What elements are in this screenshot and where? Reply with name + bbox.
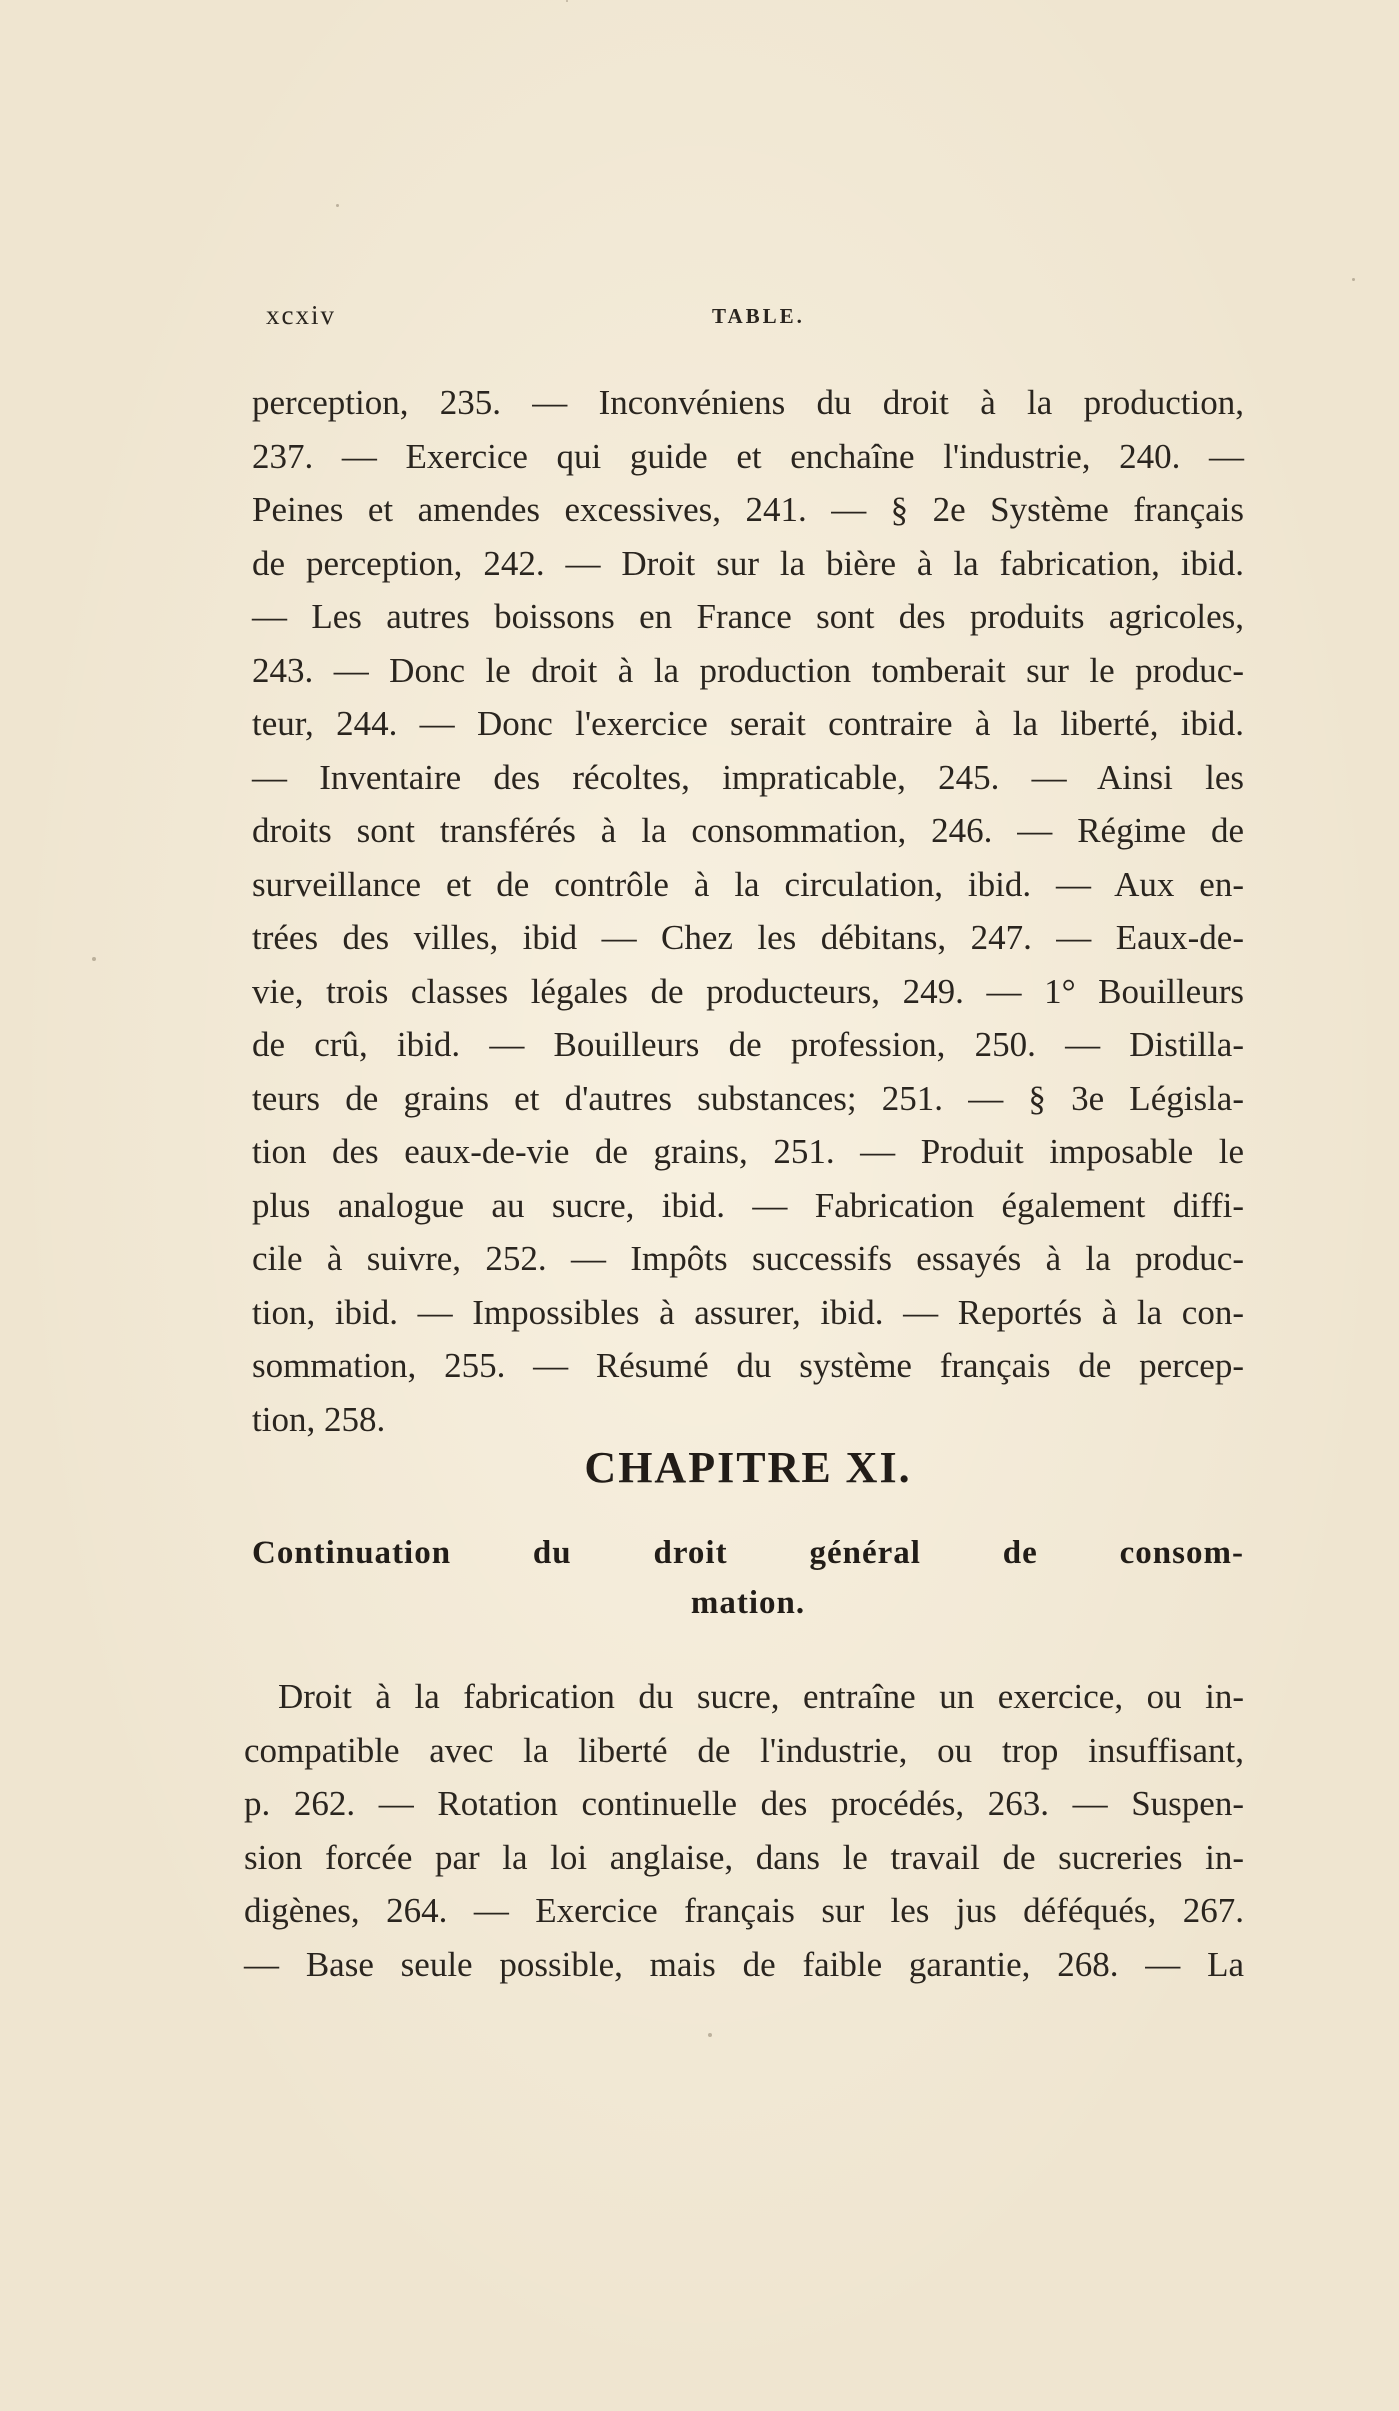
text-line: de crû, ibid. — Bouilleurs de profession, 250. — Distilla- [252, 1025, 1244, 1064]
chapter-subtitle-line: Continuation du droit général de consom- [252, 1535, 1244, 1571]
paper-speck [566, 0, 568, 2]
text-line: plus analogue au sucre, ibid. — Fabrication également diffi- [252, 1185, 1244, 1225]
paper-speck [336, 204, 339, 207]
text-line: droits sont transférés à la consommation, 246. — Régime de [252, 811, 1244, 850]
text-line: trées des villes, ibid — Chez les débitans, 247. — Eaux-de- [252, 918, 1244, 957]
text-line: Droit à la fabrication du sucre, entraîne un exercice, ou in- [278, 1677, 1244, 1716]
text-line: digènes, 264. — Exercice français sur les jus déféqués, 267. [244, 1891, 1244, 1930]
chapter-subtitle-line: mation. [690, 1585, 806, 1621]
text-line: compatible avec la liberté de l'industrie, ou trop insuffisant, [244, 1730, 1244, 1770]
text-line: surveillance et de contrôle à la circulation, ibid. — Aux en- [252, 864, 1244, 904]
paper-speck [92, 957, 96, 961]
text-line: — Inventaire des récoltes, impraticable, 245. — Ainsi les [252, 757, 1244, 797]
text-line: — Base seule possible, mais de faible garantie, 268. — La [244, 1944, 1244, 1984]
text-line: perception, 235. — Inconvéniens du droit à la production, [252, 383, 1244, 422]
running-head: TABLE. [712, 304, 805, 328]
text-line: — Les autres boissons en France sont des produits agricoles, [252, 597, 1244, 636]
page-number: xcxiv [266, 300, 336, 330]
text-line: sion forcée par la loi anglaise, dans le travail de sucreries in- [244, 1837, 1244, 1877]
paper-speck [708, 2033, 712, 2037]
text-line: vie, trois classes légales de producteurs, 249. — 1° Bouilleurs [252, 971, 1244, 1011]
text-line: 243. — Donc le droit à la production tomberait sur le produc- [252, 650, 1244, 690]
page-header [266, 300, 1246, 340]
paper-speck [1352, 278, 1355, 281]
text-line: p. 262. — Rotation continuelle des procédés, 263. — Suspen- [244, 1784, 1244, 1823]
text-line: cile à suivre, 252. — Impôts successifs essayés à la produc- [252, 1239, 1244, 1278]
text-line: teurs de grains et d'autres substances; 251. — § 3e Législa- [252, 1078, 1244, 1118]
text-line: Peines et amendes excessives, 241. — § 2e Système français [252, 490, 1244, 529]
text-line: teur, 244. — Donc l'exercice serait contraire à la liberté, ibid. [252, 704, 1244, 743]
table-of-contents-text [252, 376, 1244, 1446]
chapter-title: CHAPITRE XI. [584, 1443, 912, 1492]
chapter-summary-text [244, 1670, 1244, 1991]
text-line: tion, 258. [252, 1399, 386, 1439]
text-line: 237. — Exercice qui guide et enchaîne l'industrie, 240. — [252, 436, 1244, 476]
text-line: sommation, 255. — Résumé du système français de percep- [252, 1346, 1244, 1385]
chapter-subtitle [252, 1528, 1244, 1628]
text-line: tion, ibid. — Impossibles à assurer, ibid. — Reportés à la con- [252, 1292, 1244, 1332]
text-line: de perception, 242. — Droit sur la bière à la fabrication, ibid. [252, 543, 1244, 583]
text-line: tion des eaux-de-vie de grains, 251. — Produit imposable le [252, 1132, 1244, 1171]
